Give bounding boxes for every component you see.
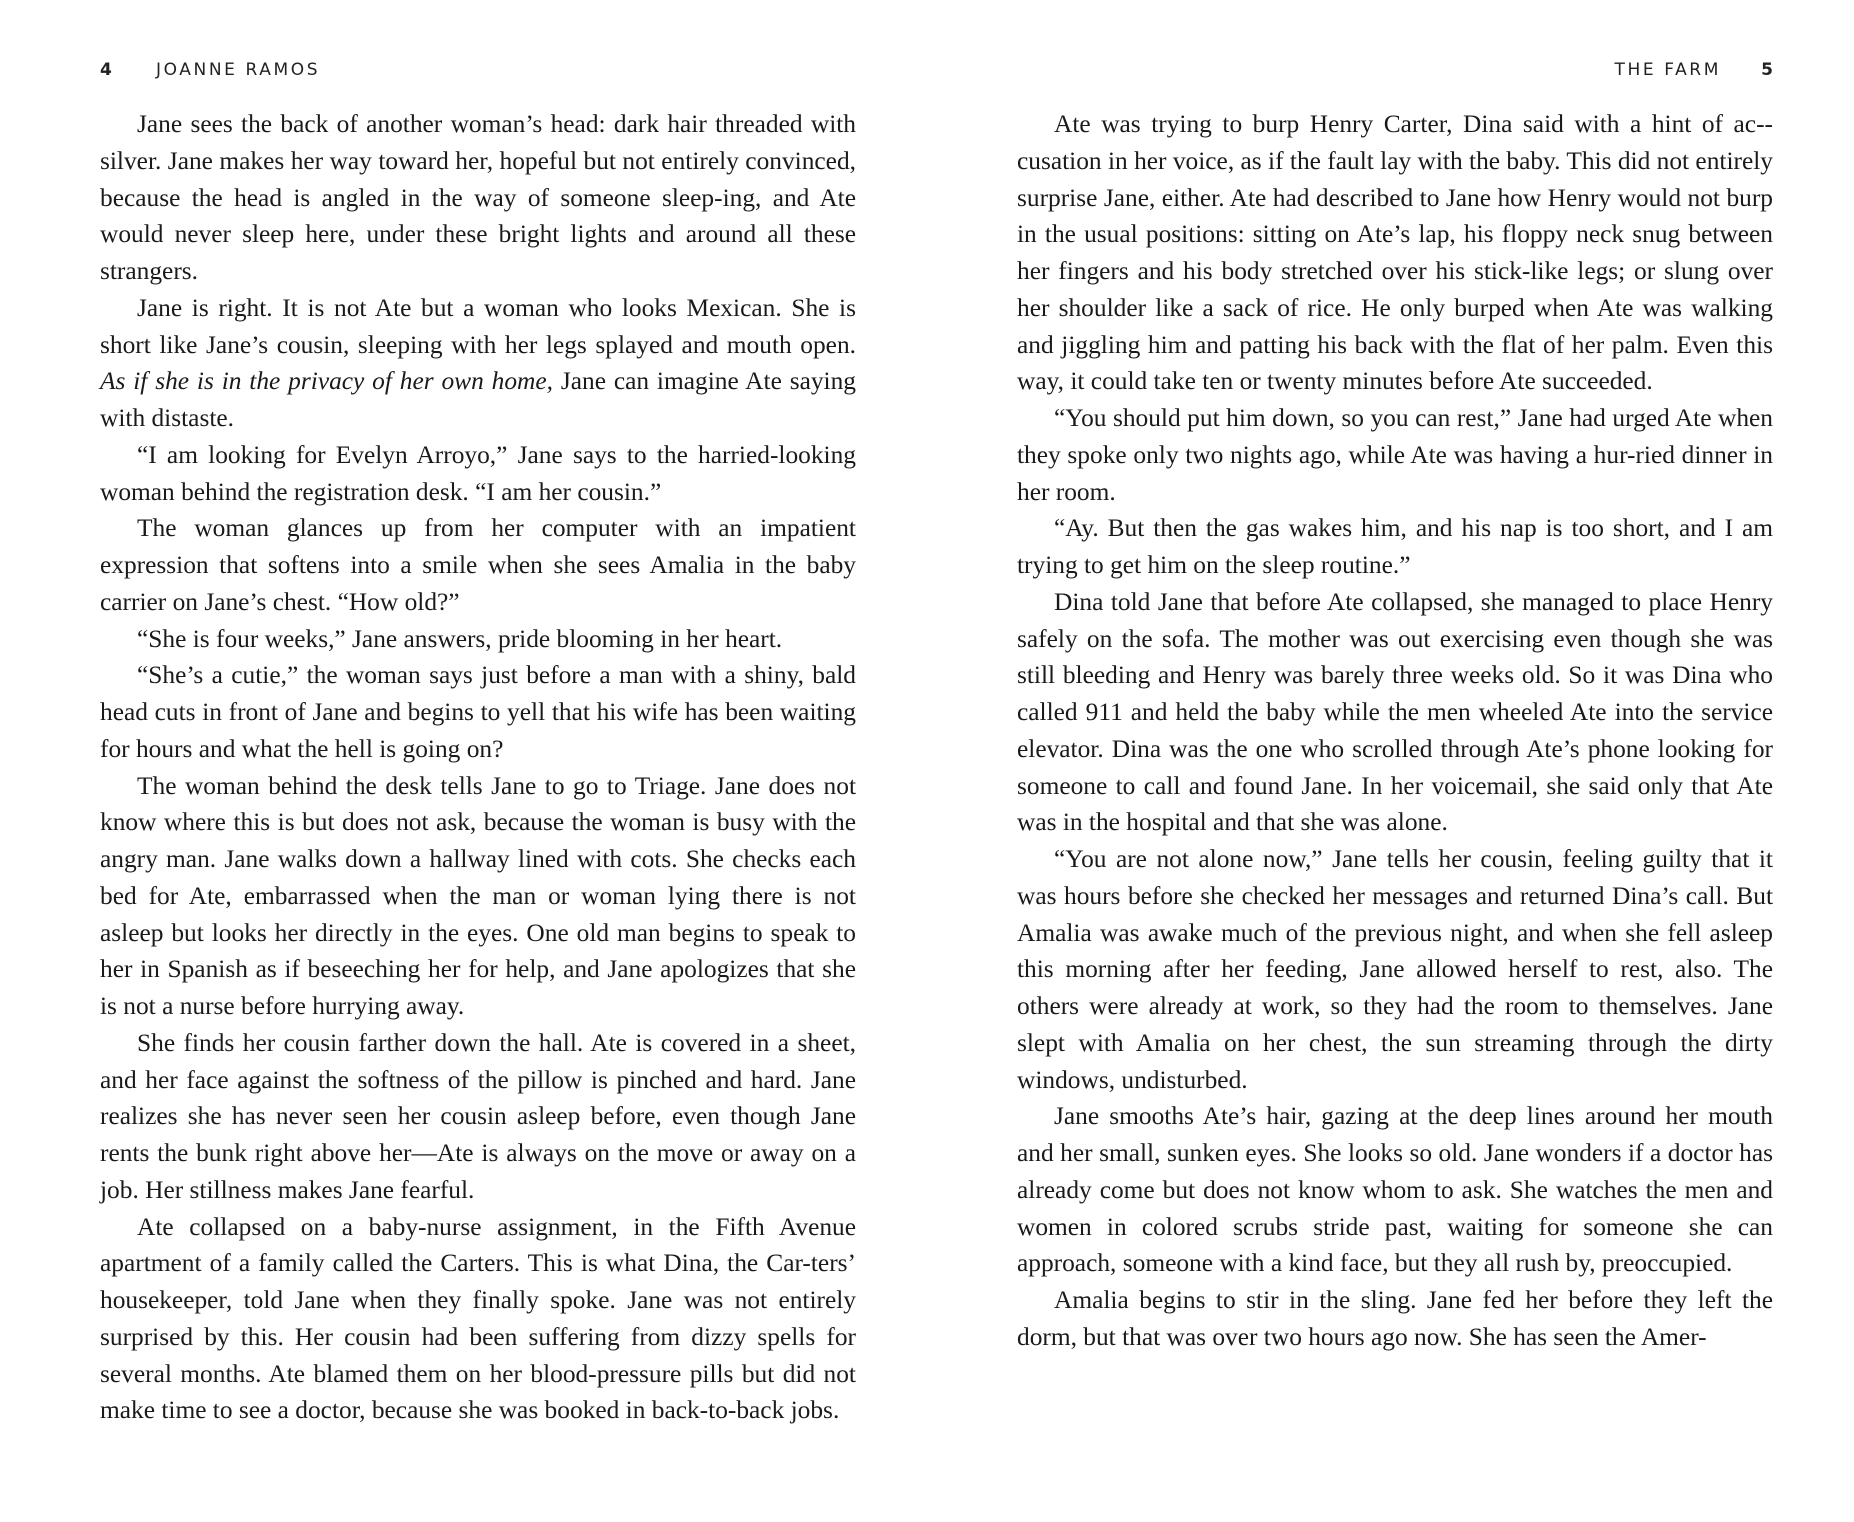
page-number-left: 4 (100, 60, 112, 80)
page-number-right: 5 (1761, 60, 1773, 80)
paragraph: Amalia begins to stir in the sling. Jane fed her before they left the dorm, but that was over two hours ago now. She has seen the Amer- (1017, 1286, 1773, 1351)
running-head-right (1017, 60, 1773, 84)
paragraph: “I am looking for Evelyn Arroyo,” Jane says to the harried-looking woman behind the registration desk. “I am her cousin.” (100, 440, 856, 506)
paragraph: “You should put him down, so you can rest,” Jane had urged Ate when they spoke only two nights ago, while Ate was having a hur-ried dinner in her room. (1017, 404, 1773, 506)
paragraph: Ate was trying to burp Henry Carter, Dina said with a hint of ac-cusation in her voice, as if the fault lay with the baby. This did not entirely surprise Jane, either. Ate had described to Jane how Henry would not burp in the usual positions: sitting on Ate’s lap, his floppy neck snug between her fingers and his body stretched over his stick-like legs; or slung over her shoulder like a sack of rice. He only burped when Ate was walking and jiggling him and patting his back with the flat of her palm. Even this way, it could take ten or twenty minutes before Ate succeeded. (1017, 110, 1773, 396)
paragraph: Jane smooths Ate’s hair, gazing at the deep lines around her mouth and her small, sunken eyes. She looks so old. Jane wonders if a doctor has already come but does not know whom to ask. She watches the men and women in colored scrubs stride past, waiting for someone she can approach, someone with a kind face, but they all rush by, preoccupied. (1017, 1102, 1773, 1278)
paragraph: “She is four weeks,” Jane answers, pride blooming in her heart. (137, 624, 783, 653)
right-page-body (1017, 106, 1773, 1356)
paragraph: Dina told Jane that before Ate collapsed, she managed to place Henry safely on the sofa. The mother was out exercising even though she was still bleeding and Henry was barely three weeks old. So it was Dina who called 911 and held the baby while the men wheeled Ate into the service elevator. Dina was the one who scrolled through Ate’s phone looking for someone to call and found Jane. In her voicemail, she said only that Ate was in the hospital and that she was alone. (1017, 587, 1773, 837)
left-page-body (100, 106, 856, 1429)
paragraph (100, 290, 856, 437)
paragraph: She finds her cousin farther down the hall. Ate is covered in a sheet, and her face against the softness of the pillow is pinched and hard. Jane realizes she has never seen her cousin asleep before, even though Jane rents the bunk right above her—Ate is always on the move or away on a job. Her stillness makes Jane fearful. (100, 1028, 856, 1204)
paragraph: “You are not alone now,” Jane tells her cousin, feeling guilty that it was hours before she checked her messages and returned Dina’s call. But Amalia was awake much of the previous night, and when she fell asleep this morning after her feeding, Jane allowed herself to rest, also. The others were already at work, so they had the room to themselves. Jane slept with Amalia on her chest, the sun streaming through the dirty windows, undisturbed. (1017, 845, 1773, 1094)
right-page (1017, 0, 1773, 1522)
left-page (100, 0, 856, 1522)
paragraph: Ate collapsed on a baby-nurse assignment, in the Fifth Avenue apartment of a family called the Carters. This is what Dina, the Car-ters’ housekeeper, told Jane when they finally spoke. Jane was not entirely surprised by this. Her cousin had been suffering from dizzy spells for several months. Ate blamed them on her blood-pressure pills but did not make time to see a doctor, because she was booked in back-to-back jobs. (100, 1212, 856, 1425)
paragraph: “Ay. But then the gas wakes him, and his nap is too short, and I am trying to get him on the sleep routine.” (1017, 514, 1773, 579)
paragraph: The woman behind the desk tells Jane to go to Triage. Jane does not know where this is but does not ask, because the woman is busy with the angry man. Jane walks down a hallway lined with cots. She checks each bed for Ate, embarrassed when the man or woman lying there is not asleep but looks her directly in the eyes. One old man begins to speak to her in Spanish as if beseeching her for help, and Jane apologizes that she is not a nurse before hurrying away. (100, 771, 856, 1020)
paragraph: “She’s a cutie,” the woman says just before a man with a shiny, bald head cuts in front of Jane and begins to yell that his wife has been waiting for hours and what the hell is going on? (100, 661, 856, 763)
paragraph-text: Jane is right. It is not Ate but a woman who looks Mexican. She is short like Jane’s cousin, sleeping with her legs splayed and mouth open. (100, 293, 856, 359)
paragraph: Jane sees the back of another woman’s head: dark hair threaded with silver. Jane makes her way toward her, hopeful but not entirely convinced, because the head is angled in the way of someone sleep-ing, and Ate would never sleep here, under these bright lights and around all these strangers. (100, 110, 856, 285)
book-title: THE FARM (1614, 60, 1721, 80)
running-head-left (100, 60, 856, 84)
paragraph-text-continued: Jane can imagine Ate saying with distaste. (100, 367, 856, 432)
italic-phrase: As if she is in the privacy of her own home, (100, 367, 554, 396)
paragraph: The woman glances up from her computer with an impatient expression that softens into a smile when she sees Amalia in the baby carrier on Jane’s chest. “How old?” (100, 514, 856, 616)
author-name: JOANNE RAMOS (156, 60, 321, 80)
